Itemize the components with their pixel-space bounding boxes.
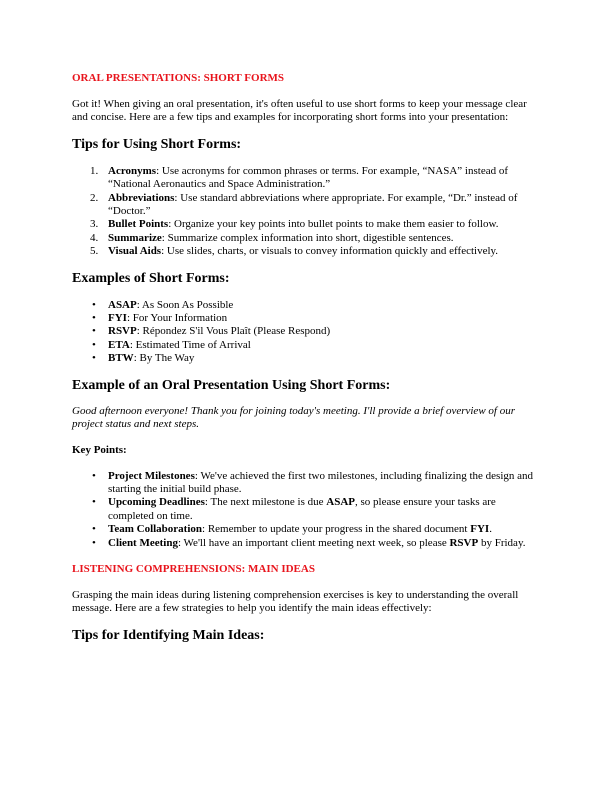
list-item: 1. Acronyms: Use acronyms for common phrases or terms. For example, “NASA” instead of “National Aeronautics and Space Administration.” [90, 164, 508, 191]
bullet-icon: • [92, 298, 96, 311]
key-points-heading: Key Points: [72, 443, 127, 456]
section-heading-listening: LISTENING COMPREHENSIONS: MAIN IDEAS [72, 562, 315, 575]
list-item: 5. Visual Aids: Use slides, charts, or visuals to convey information quickly and effectively. [90, 245, 499, 258]
main-ideas-tips-heading: Tips for Identifying Main Ideas: [72, 627, 265, 643]
list-item: • RSVP: Répondez S'il Vous Plaît (Please Respond) [92, 325, 331, 338]
bullet-icon: • [92, 496, 96, 509]
bullet-icon: • [92, 338, 96, 351]
tips-list [72, 165, 542, 259]
list-item: 4. Summarize: Summarize complex information into short, digestible sentences. [90, 231, 454, 244]
list-item: • Project Milestones: We've achieved the first two milestones, including finalizing the design and starting the initial build phase. [92, 469, 534, 495]
key-points-list [72, 470, 542, 550]
tips-heading: Tips for Using Short Forms: [72, 136, 242, 152]
list-item: • ASAP: As Soon As Possible [92, 298, 234, 311]
list-item: • Team Collaboration: Remember to update your progress in the shared document FYI. [92, 523, 492, 536]
list-item: • Client Meeting: We'll have an important client meeting next week, so please RSVP by Friday. [92, 536, 526, 549]
intro-paragraph: Got it! When giving an oral presentation, it's often useful to use short forms to keep your message clear and concise. Here are a few tips and examples for incorporating short forms into your presentation: [72, 98, 527, 124]
list-item: • BTW: By The Way [92, 352, 195, 365]
section-heading-oral-presentations: ORAL PRESENTATIONS: SHORT FORMS [72, 72, 285, 84]
listening-intro-paragraph: Grasping the main ideas during listening comprehension exercises is key to understanding the overall message. Here are a few strategies to help you identify the main ideas effectively: [72, 588, 519, 615]
examples-list [72, 299, 542, 366]
list-item: 2. Abbreviations: Use standard abbreviations where appropriate. For example, “Dr.” instead of “Doctor.” [90, 191, 518, 218]
bullet-icon: • [92, 536, 96, 549]
bullet-icon: • [92, 523, 96, 536]
example-quote: Good afternoon everyone! Thank you for joining today's meeting. I'll provide a brief overview of our project status and next steps. [72, 404, 515, 431]
document-page [72, 72, 542, 644]
bullet-icon: • [92, 352, 96, 365]
list-item: • FYI: For Your Information [92, 312, 228, 325]
bullet-icon: • [92, 312, 96, 325]
bullet-icon: • [92, 325, 96, 338]
example-presentation-heading: Example of an Oral Presentation Using Short Forms: [72, 377, 391, 393]
examples-heading: Examples of Short Forms: [72, 270, 230, 286]
list-item: 3. Bullet Points: Organize your key points into bullet points to make them easier to follow. [90, 218, 499, 231]
bullet-icon: • [92, 469, 96, 482]
list-item: • Upcoming Deadlines: The next milestone is due ASAP, so please ensure your tasks are completed on time. [92, 496, 496, 522]
list-item: • ETA: Estimated Time of Arrival [92, 338, 251, 351]
